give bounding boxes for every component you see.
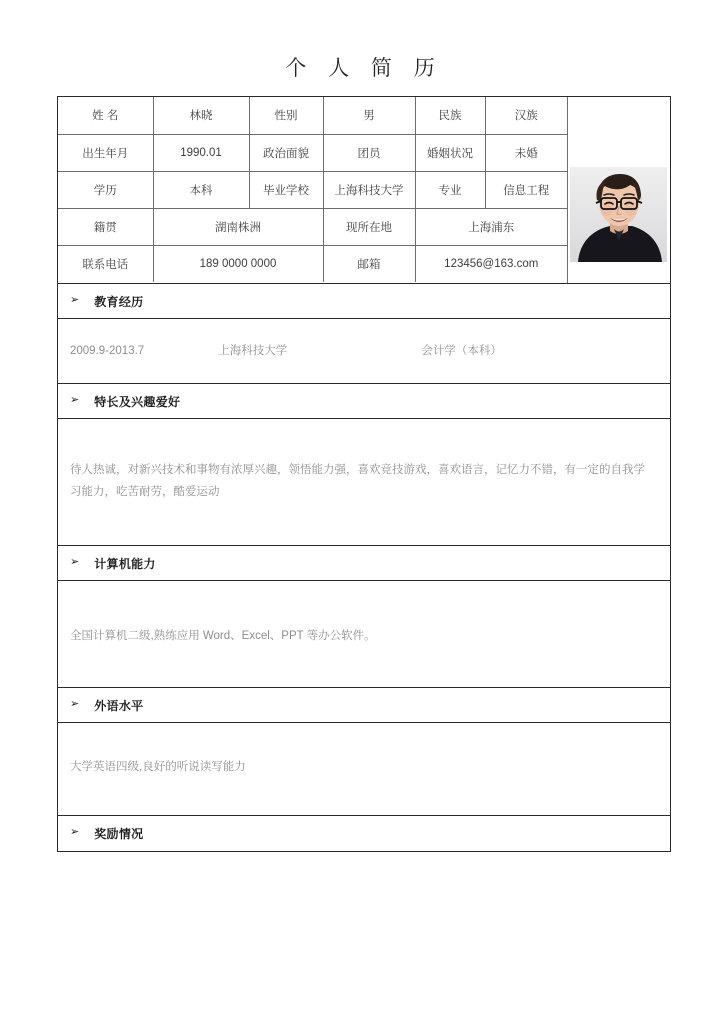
field-value-phone: 189 0000 0000 <box>153 245 323 282</box>
field-value-marital: 未婚 <box>485 134 567 171</box>
section-header-language <box>58 687 670 723</box>
field-label-degree: 学历 <box>58 171 153 208</box>
table-row <box>58 97 567 134</box>
field-label-birth: 出生年月 <box>58 134 153 171</box>
education-major: 会计学（本科） <box>421 345 502 357</box>
arrow-bullet-icon: ➢ <box>70 826 80 838</box>
section-header-computer <box>58 545 670 581</box>
education-school: 上海科技大学 <box>218 345 288 357</box>
table-row <box>58 171 567 208</box>
education-entry <box>70 342 658 358</box>
section-body-language <box>58 723 670 815</box>
field-label-gender: 性别 <box>249 97 323 134</box>
section-title-awards: 奖励情况 <box>94 827 144 841</box>
field-value-ethnicity: 汉族 <box>485 97 567 134</box>
field-label-major: 专业 <box>415 171 485 208</box>
field-label-location: 现所在地 <box>323 208 415 245</box>
education-period: 2009.9-2013.7 <box>70 345 145 357</box>
table-row <box>58 245 567 282</box>
table-row <box>58 134 567 171</box>
avatar <box>570 167 667 262</box>
field-value-political: 团员 <box>323 134 415 171</box>
photo-cell <box>567 97 672 283</box>
section-header-awards <box>58 815 670 851</box>
field-value-gender: 男 <box>323 97 415 134</box>
field-label-phone: 联系电话 <box>58 245 153 282</box>
arrow-bullet-icon: ➢ <box>70 697 80 710</box>
field-label-email: 邮箱 <box>323 245 415 282</box>
personal-info-block <box>58 97 670 283</box>
field-value-email: 123456@163.com <box>444 257 539 270</box>
section-body-computer <box>58 581 670 687</box>
field-value-school: 上海科技大学 <box>323 171 415 208</box>
field-label-school: 毕业学校 <box>249 171 323 208</box>
personal-info-table <box>58 97 567 282</box>
section-header-education <box>58 283 670 319</box>
section-title-strengths: 特长及兴趣爱好 <box>94 394 181 409</box>
field-label-hometown: 籍贯 <box>58 208 153 245</box>
field-value-location: 上海浦东 <box>415 208 567 245</box>
field-label-political: 政治面貌 <box>249 134 323 171</box>
resume-table <box>57 96 671 852</box>
language-level-text: 大学英语四级,良好的听说读写能力 <box>70 761 246 773</box>
section-title-education: 教育经历 <box>94 294 144 309</box>
arrow-bullet-icon: ➢ <box>70 293 80 306</box>
computer-skills-text: 全国计算机二级,熟练应用 Word、Excel、PPT 等办公软件。 <box>70 630 376 642</box>
section-body-strengths <box>58 419 670 545</box>
field-label-marital: 婚姻状况 <box>415 134 485 171</box>
portrait-image <box>570 167 667 262</box>
arrow-bullet-icon: ➢ <box>70 393 80 406</box>
section-body-education <box>58 319 670 383</box>
section-header-strengths <box>58 383 670 419</box>
field-label-name: 姓 名 <box>58 97 153 134</box>
field-label-ethnicity: 民族 <box>415 97 485 134</box>
strengths-text: 待人热诚，对新兴技术和事物有浓厚兴趣，领悟能力强，喜欢竞技游戏，喜欢语言，记忆力不错，有一定的自我学习能力，吃苦耐劳，酷爱运动 <box>70 464 645 498</box>
section-title-language: 外语水平 <box>94 698 144 713</box>
table-row <box>58 208 567 245</box>
field-value-hometown: 湖南株洲 <box>153 208 323 245</box>
field-value-major: 信息工程 <box>485 171 567 208</box>
page-title: 个 人 简 历 <box>285 57 443 80</box>
field-value-name: 林晓 <box>153 97 249 134</box>
field-value-birth: 1990.01 <box>153 134 249 171</box>
field-value-degree: 本科 <box>153 171 249 208</box>
arrow-bullet-icon: ➢ <box>70 555 80 568</box>
section-title-computer: 计算机能力 <box>94 556 156 571</box>
